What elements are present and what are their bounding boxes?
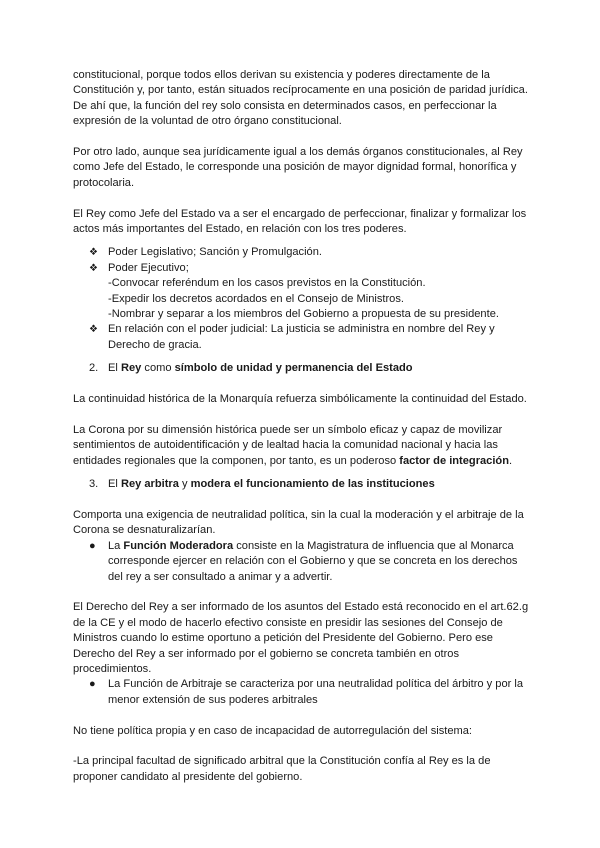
list-item: ● La Función de Arbitraje se caracteriza por una neutralidad política del árbitro y por la menor extensión de sus poderes arbitrales (89, 678, 524, 706)
list-item: ❖ En relación con el poder judicial: La justicia se administra en nombre del Rey y Derecho de gracia. (89, 323, 495, 351)
diamond-bullet-icon: ❖ (89, 262, 98, 274)
paragraph-dignidad: Por otro lado, aunque sea jurídicamente igual a los demás órganos constitucionales, al Rey como Jefe del Estado, le corresponde una posición de mayor dignidad formal, honorífica y protocolaria. (73, 146, 523, 189)
section-heading-2: 2. El Rey como símbolo de unidad y permanencia del Estado (89, 362, 413, 375)
paragraph-politica-propia: No tiene política propia y en caso de incapacidad de autorregulación del sistema: (73, 724, 473, 737)
list-item: ● La Función Moderadora consiste en la Magistratura de influencia que al Monarca corresponde ejercer en relación con el Gobierno y que se concreta en los derechos del rey a ser consultado a animar y a advertir. (89, 539, 518, 583)
paragraph-jefe-estado: El Rey como Jefe del Estado va a ser el encargado de perfeccionar, finalizar y formalizar los actos más importantes del Estado, en relación con los tres poderes. (73, 207, 527, 236)
paragraph-corona: La Corona por su dimensión histórica puede ser un símbolo eficaz y capaz de movilizar sentimientos de autoidentificación y de lealtad hacia la comunidad nacional y hacia las entidades regionales que la componen, por tanto, es un poderoso factor de integración. (73, 423, 513, 467)
diamond-bullet-icon: ❖ (89, 324, 98, 336)
paragraph-facultad-arbitral: -La principal facultad de significado arbitral que la Constitución confía al Rey es la de proponer candidato al presidente del gobierno. (73, 755, 491, 783)
list-item: ❖ Poder Ejecutivo; -Convocar referéndum en los casos previstos en la Constitución. -Expedir los decretos acordados en el Consejo de Ministros. -Nombrar y separar a los miembros del Gobierno a propuesta de su presidente. (73, 261, 530, 323)
bullet-dot-icon: ● (89, 539, 96, 552)
arbitraje-list (73, 677, 530, 708)
moderadora-list (73, 539, 530, 585)
powers-list (73, 245, 530, 353)
bullet-dot-icon: ● (89, 678, 96, 691)
list-item: ❖ Poder Legislativo; Sanción y Promulgación. (73, 245, 530, 260)
sub-item: -Convocar referéndum en los casos previstos en la Constitución. (108, 277, 426, 290)
section-heading-3: 3. El Rey arbitra y modera el funcionamiento de las instituciones (89, 478, 435, 491)
paragraph-constitucional: constitucional, porque todos ellos derivan su existencia y poderes directamente de la Constitución y, por tanto, están situados recíprocamente en una posición de paridad jurídica. De ahí que, la función del rey solo consista en determinados casos, en perfeccionar la expresión de la voluntad de otro órgano constitucional. (73, 69, 528, 128)
sub-item: -Nombrar y separar a los miembros del Gobierno a propuesta de su presidente. (108, 308, 499, 321)
paragraph-derecho-informado: El Derecho del Rey a ser informado de los asuntos del Estado está reconocido en el art.62.g de la CE y el modo de hacerlo efectivo consiste en presidir las sesiones del Consejo de Ministros cuando lo estime oportuno a petición del Presidente del Gobierno. Pero ese Derecho del Rey a ser informado por el gobierno se concreta también en otros procedimientos. (73, 601, 529, 675)
paragraph-continuidad: La continuidad histórica de la Monarquía refuerza simbólicamente la continuidad del Estado. (73, 393, 527, 406)
diamond-bullet-icon: ❖ (89, 247, 98, 259)
paragraph-neutralidad: Comporta una exigencia de neutralidad política, sin la cual la moderación y el arbitraje de la Corona se desnaturalizarían. (73, 508, 524, 537)
sub-item: -Expedir los decretos acordados en el Consejo de Ministros. (108, 292, 404, 305)
